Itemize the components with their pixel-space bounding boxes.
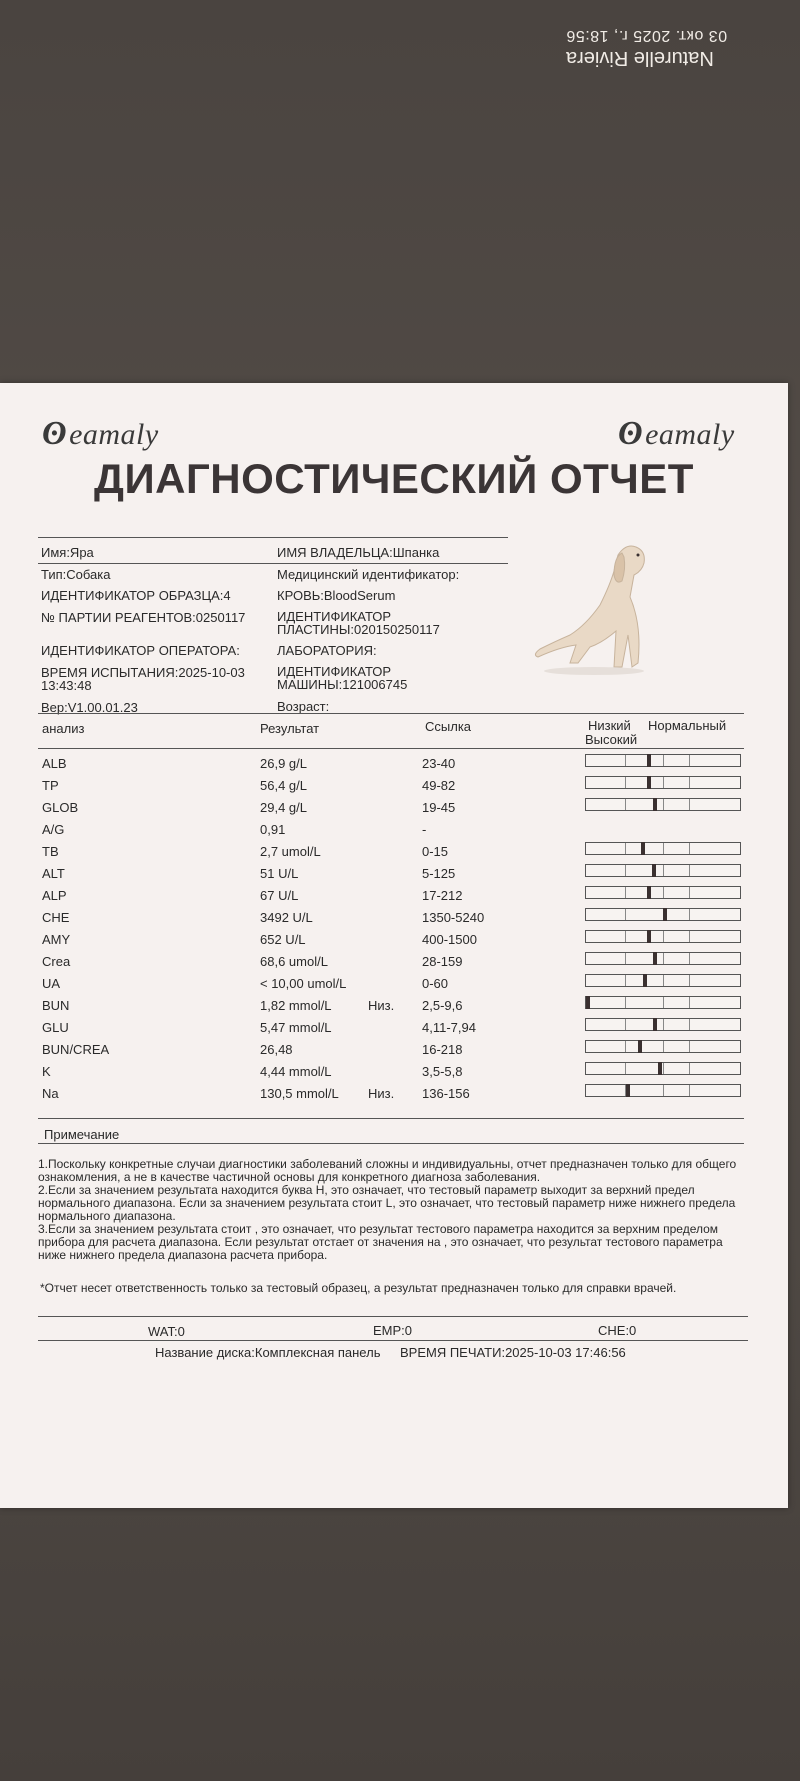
range-bar-divider — [663, 931, 664, 942]
range-bar-divider — [663, 755, 664, 766]
table-row — [0, 775, 788, 797]
range-bar — [585, 842, 741, 855]
range-bar-divider — [689, 799, 690, 810]
result-value: 51 U/L — [260, 866, 299, 881]
reference-range: 49-82 — [422, 778, 456, 793]
range-bar-divider — [625, 909, 626, 920]
divider — [38, 537, 508, 538]
divider — [38, 1340, 748, 1341]
analysis-name: AMY — [42, 932, 71, 947]
reference-range: 19-45 — [422, 800, 456, 815]
analysis-name: A/G — [42, 822, 65, 837]
range-bar-divider — [625, 777, 626, 788]
table-row — [0, 995, 788, 1017]
range-bar-divider — [689, 909, 690, 920]
pet-name: Имя:Яра — [41, 545, 94, 560]
range-bar — [585, 1084, 741, 1097]
range-bar-divider — [625, 975, 626, 986]
range-bar-divider — [663, 1019, 664, 1030]
range-bar — [585, 996, 741, 1009]
col-analysis-header: анализ — [42, 721, 85, 736]
result-value: 26,48 — [260, 1042, 293, 1057]
result-value: 1,82 mmol/L — [260, 998, 332, 1013]
range-bar-marker — [586, 996, 590, 1009]
disk-name: Название диска:Комплексная панель — [155, 1345, 381, 1360]
test-time-line1: ВРЕМЯ ИСПЫТАНИЯ:2025-10-03 — [41, 665, 245, 680]
reference-range: 17-212 — [422, 888, 463, 903]
dog-illustration — [530, 535, 660, 685]
range-bar-marker — [647, 930, 651, 943]
machine-id-line1: ИДЕНТИФИКАТОР — [277, 664, 392, 679]
analysis-name: ALP — [42, 888, 67, 903]
reference-range: 4,11-7,94 — [422, 1020, 476, 1035]
range-bar-divider — [689, 1085, 690, 1096]
table-row — [0, 907, 788, 929]
range-bar — [585, 1018, 741, 1031]
range-bar-marker — [653, 1018, 657, 1031]
range-bar-divider — [689, 865, 690, 876]
range-bar-marker — [658, 1062, 662, 1075]
table-row — [0, 1039, 788, 1061]
report-paper — [0, 383, 788, 1508]
range-bar-divider — [663, 997, 664, 1008]
divider — [38, 713, 744, 714]
result-value: 3492 U/L — [260, 910, 313, 925]
table-row — [0, 929, 788, 951]
range-bar-divider — [689, 975, 690, 986]
result-value: < 10,00 umol/L — [260, 976, 347, 991]
divider — [38, 1118, 744, 1119]
result-value: 4,44 mmol/L — [260, 1064, 332, 1079]
result-value: 2,7 umol/L — [260, 844, 321, 859]
result-flag: Низ. — [368, 998, 395, 1013]
table-row — [0, 1061, 788, 1083]
owner-name: ИМЯ ВЛАДЕЛЬЦА:Шпанка — [277, 545, 440, 560]
range-bar-divider — [689, 1041, 690, 1052]
notes-block — [38, 1158, 750, 1262]
range-bar — [585, 864, 741, 877]
range-bar-divider — [663, 887, 664, 898]
analysis-name: CHE — [42, 910, 70, 925]
note-2: 2.Если за значением результата находится буква H, это означает, что тестовый параметр выходит за верхний предел нормального диапазона. Если за значением результата стоит L, это означает, что тестовый параметр ниже нижнего предела нормального диапазона. — [38, 1183, 736, 1223]
table-row — [0, 1017, 788, 1039]
disclaimer: *Отчет несет ответственность только за тестовый образец, а результат предназначен только для справки врачей. — [40, 1281, 677, 1295]
note-3: 3.Если за значением результата стоит , это означает, что результат тестового параметра находится за верхним пределом прибора для расчета диапазона. Если результат отстает от значения на , это означает, что результат тестового параметра ниже нижнего предела диапазона расчета прибора. — [38, 1222, 723, 1262]
reference-range: 136-156 — [422, 1086, 470, 1101]
result-value: 0,91 — [260, 822, 286, 837]
range-bar-divider — [663, 1041, 664, 1052]
range-bar-divider — [663, 843, 664, 854]
table-row — [0, 951, 788, 973]
range-bar-divider — [625, 1041, 626, 1052]
wat-count: WAT:0 — [148, 1324, 185, 1339]
blood-type: КРОВЬ:BloodSerum — [277, 588, 396, 603]
che-count: CHE:0 — [598, 1323, 637, 1338]
range-bar-divider — [663, 953, 664, 964]
analysis-name: K — [42, 1064, 51, 1079]
range-bar — [585, 974, 741, 987]
note-1: 1.Поскольку конкретные случаи диагностики заболеваний сложны и индивидуальны, отчет предназначен только для общего ознакомления, а не в качестве частичной основы для конкретного диагноза заболевания. — [38, 1157, 737, 1184]
result-value: 26,9 g/L — [260, 756, 307, 771]
range-bar-divider — [689, 843, 690, 854]
range-bar-divider — [663, 975, 664, 986]
result-value: 652 U/L — [260, 932, 306, 947]
analysis-name: TP — [42, 778, 59, 793]
range-bar-divider — [663, 1063, 664, 1074]
col-normal-header: Нормальный — [648, 718, 727, 733]
reference-range: 16-218 — [422, 1042, 463, 1057]
analysis-name: UA — [42, 976, 61, 991]
range-bar-divider — [625, 865, 626, 876]
logo-swirl-icon: ʘ — [42, 415, 68, 452]
range-bar-divider — [625, 887, 626, 898]
range-bar — [585, 1062, 741, 1075]
range-bar-marker — [647, 886, 651, 899]
range-bar-divider — [625, 997, 626, 1008]
reference-range: 3,5-5,8 — [422, 1064, 463, 1079]
watermark-device: Naturelle Riviera — [566, 47, 714, 69]
range-bar — [585, 798, 741, 811]
range-bar — [585, 886, 741, 899]
range-bar-marker — [653, 952, 657, 965]
reference-range: 5-125 — [422, 866, 456, 881]
col-high-header: Высокий — [585, 732, 638, 747]
range-bar-divider — [663, 865, 664, 876]
result-flag: Низ. — [368, 1086, 395, 1101]
range-bar-marker — [641, 842, 645, 855]
reference-range: 28-159 — [422, 954, 463, 969]
range-bar-divider — [625, 843, 626, 854]
age: Возраст: — [277, 699, 330, 714]
reference-range: - — [422, 822, 427, 837]
range-bar-marker — [647, 754, 651, 767]
col-reference-header: Ссылка — [425, 719, 472, 734]
analysis-name: ALT — [42, 866, 65, 881]
range-bar-divider — [625, 1019, 626, 1030]
range-bar-divider — [663, 1085, 664, 1096]
table-row — [0, 885, 788, 907]
result-value: 56,4 g/L — [260, 778, 307, 793]
range-bar — [585, 754, 741, 767]
range-bar — [585, 908, 741, 921]
analysis-name: GLU — [42, 1020, 69, 1035]
emp-count: EMP:0 — [373, 1323, 413, 1338]
range-bar-marker — [643, 974, 647, 987]
print-time: ВРЕМЯ ПЕЧАТИ:2025-10-03 17:46:56 — [400, 1345, 626, 1360]
test-time-line2: 13:43:48 — [41, 678, 92, 693]
range-bar-divider — [625, 931, 626, 942]
range-bar-divider — [625, 799, 626, 810]
result-value: 29,4 g/L — [260, 800, 307, 815]
brand-logo-right: ʘeamaly — [618, 415, 735, 452]
plate-id-line2: ПЛАСТИНЫ:020150250117 — [277, 622, 440, 637]
medical-id: Медицинский идентификатор: — [277, 567, 460, 582]
range-bar-marker — [652, 864, 656, 877]
divider — [38, 1316, 748, 1317]
sample-id: ИДЕНТИФИКАТОР ОБРАЗЦА:4 — [41, 588, 231, 603]
operator-id: ИДЕНТИФИКАТОР ОПЕРАТОРА: — [41, 643, 240, 658]
range-bar-divider — [689, 931, 690, 942]
analysis-name: TB — [42, 844, 59, 859]
range-bar-marker — [663, 908, 667, 921]
range-bar — [585, 776, 741, 789]
machine-id-line2: МАШИНЫ:121006745 — [277, 677, 408, 692]
range-bar-marker — [647, 776, 651, 789]
range-bar-divider — [689, 887, 690, 898]
analysis-name: BUN — [42, 998, 70, 1013]
range-bar-marker — [638, 1040, 642, 1053]
range-bar-divider — [625, 755, 626, 766]
logo-swirl-icon: ʘ — [618, 415, 644, 452]
analysis-name: ALB — [42, 756, 67, 771]
range-bar-divider — [663, 799, 664, 810]
reference-range: 1350-5240 — [422, 910, 485, 925]
table-row — [0, 797, 788, 819]
divider — [38, 1143, 744, 1144]
col-result-header: Результат — [260, 721, 320, 736]
table-row — [0, 973, 788, 995]
range-bar-marker — [653, 798, 657, 811]
table-row — [0, 753, 788, 775]
analysis-name: BUN/CREA — [42, 1042, 110, 1057]
note-title: Примечание — [44, 1127, 120, 1142]
analysis-name: GLOB — [42, 800, 79, 815]
watermark-datetime: 03 окт. 2025 г., 18:56 — [566, 27, 728, 44]
col-low-header: Низкий — [588, 718, 631, 733]
range-bar — [585, 952, 741, 965]
range-bar-divider — [625, 1063, 626, 1074]
table-row — [0, 841, 788, 863]
range-bar-divider — [689, 953, 690, 964]
range-bar — [585, 930, 741, 943]
analysis-name: Na — [42, 1086, 59, 1101]
reference-range: 0-15 — [422, 844, 449, 859]
result-value: 67 U/L — [260, 888, 299, 903]
reference-range: 400-1500 — [422, 932, 477, 947]
range-bar-divider — [625, 953, 626, 964]
divider — [38, 563, 508, 564]
range-bar-divider — [689, 755, 690, 766]
reference-range: 23-40 — [422, 756, 456, 771]
table-row — [0, 863, 788, 885]
result-value: 5,47 mmol/L — [260, 1020, 332, 1035]
range-bar-marker — [626, 1084, 630, 1097]
result-value: 68,6 umol/L — [260, 954, 328, 969]
result-value: 130,5 mmol/L — [260, 1086, 339, 1101]
range-bar-divider — [663, 777, 664, 788]
range-bar-divider — [689, 1063, 690, 1074]
reference-range: 0-60 — [422, 976, 449, 991]
range-bar-divider — [689, 777, 690, 788]
reference-range: 2,5-9,6 — [422, 998, 463, 1013]
photo-watermark — [566, 18, 776, 70]
range-bar-divider — [689, 1019, 690, 1030]
report-title: ДИАГНОСТИЧЕСКИЙ ОТЧЕТ — [94, 455, 694, 502]
pet-type: Тип:Собака — [41, 567, 111, 582]
divider — [38, 748, 744, 749]
range-bar-divider — [689, 997, 690, 1008]
brand-logo-left: ʘeamaly — [42, 415, 159, 452]
laboratory: ЛАБОРАТОРИЯ: — [277, 643, 377, 658]
plate-id-line1: ИДЕНТИФИКАТОР — [277, 609, 392, 624]
range-bar — [585, 1040, 741, 1053]
table-row — [0, 819, 788, 841]
table-row — [0, 1083, 788, 1105]
analysis-name: Crea — [42, 954, 71, 969]
reagent-batch: № ПАРТИИ РЕАГЕНТОВ:0250117 — [41, 610, 246, 625]
version: Вер:V1.00.01.23 — [41, 700, 138, 715]
